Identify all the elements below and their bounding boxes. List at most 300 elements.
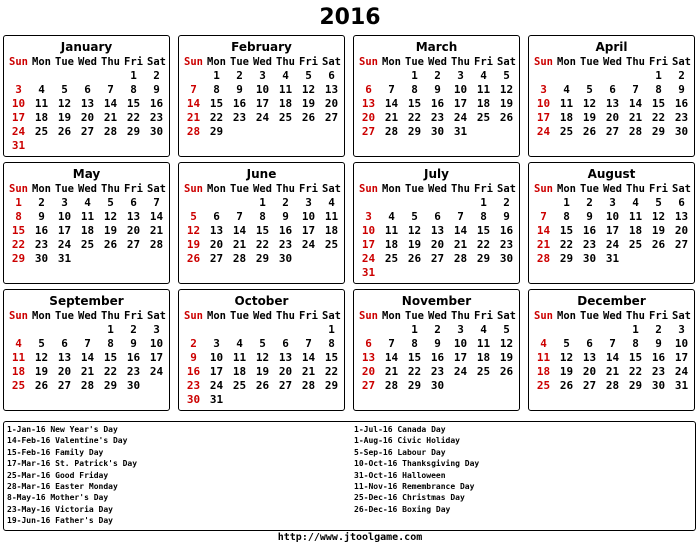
empty-cell: [76, 69, 99, 83]
day-cell: 18: [80, 224, 95, 237]
weekday-label: Sat: [497, 310, 516, 322]
day-cell: 31: [361, 266, 376, 279]
day-cell: 8: [107, 337, 114, 350]
day-cell: 13: [126, 210, 141, 223]
day-cell: 8: [328, 337, 335, 350]
empty-cell: [320, 125, 343, 139]
day-cell: 2: [190, 337, 197, 350]
day-cell: 4: [632, 196, 639, 209]
holiday-item: 1-Jul-16 Canada Day: [354, 425, 446, 434]
week-row: [182, 337, 343, 351]
day-cell: 11: [628, 210, 643, 223]
empty-cell: [274, 393, 297, 407]
weekday-label: Wed: [78, 310, 97, 322]
day-cell: 12: [34, 351, 49, 364]
day-cell: 14: [536, 224, 551, 237]
empty-cell: [251, 393, 274, 407]
day-cell: 11: [80, 210, 95, 223]
day-cell: 25: [324, 238, 339, 251]
day-cell: 25: [536, 379, 551, 392]
empty-cell: [578, 323, 601, 337]
day-cell: 3: [540, 83, 547, 96]
day-cell: 27: [57, 379, 72, 392]
weekday-label: Thu: [451, 310, 470, 322]
month-may: [3, 162, 170, 284]
weekday-header: [357, 309, 518, 323]
weekday-label: Wed: [78, 183, 97, 195]
empty-cell: [251, 323, 274, 337]
day-cell: 26: [499, 365, 514, 378]
week-row: [532, 351, 693, 365]
day-cell: 13: [430, 224, 445, 237]
day-cell: 9: [434, 337, 441, 350]
weekday-header: [357, 182, 518, 196]
day-cell: 9: [38, 210, 45, 223]
month-name: March: [415, 40, 458, 54]
weekday-header: [7, 55, 168, 69]
week-row: [532, 210, 693, 224]
day-cell: 5: [411, 210, 418, 223]
month-name: December: [577, 294, 646, 308]
day-cell: 1: [411, 69, 418, 82]
day-cell: 26: [582, 125, 597, 138]
weekday-label: Wed: [428, 183, 447, 195]
day-table: [7, 55, 168, 153]
day-cell: 1: [213, 69, 220, 82]
weekday-label: Sat: [672, 56, 691, 68]
weekday-label: Sun: [534, 183, 553, 195]
day-cell: 7: [457, 210, 464, 223]
empty-cell: [274, 125, 297, 139]
week-row: [182, 379, 343, 393]
month-february: [178, 35, 345, 157]
day-cell: 8: [213, 83, 220, 96]
weekday-label: Sat: [497, 183, 516, 195]
day-cell: 25: [278, 111, 293, 124]
day-cell: 16: [186, 365, 201, 378]
month-name: November: [401, 294, 472, 308]
day-cell: 21: [384, 365, 399, 378]
day-cell: 3: [457, 69, 464, 82]
empty-cell: [472, 266, 495, 280]
day-cell: 19: [407, 238, 422, 251]
empty-cell: [182, 69, 205, 83]
day-cell: 4: [15, 337, 22, 350]
day-cell: 10: [453, 337, 468, 350]
month-name: June: [246, 167, 277, 181]
empty-cell: [403, 266, 426, 280]
day-cell: 2: [586, 196, 593, 209]
empty-cell: [205, 323, 228, 337]
day-cell: 10: [361, 224, 376, 237]
day-cell: 24: [361, 252, 376, 265]
day-cell: 12: [582, 97, 597, 110]
day-cell: 15: [126, 97, 141, 110]
day-cell: 5: [503, 69, 510, 82]
day-cell: 13: [57, 351, 72, 364]
empty-cell: [76, 139, 99, 153]
holiday-item: 28-Mar-16 Easter Monday: [7, 481, 118, 491]
weekday-label: Fri: [649, 56, 668, 68]
day-cell: 28: [232, 252, 247, 265]
day-cell: 27: [324, 111, 339, 124]
empty-cell: [495, 125, 518, 139]
day-cell: 26: [407, 252, 422, 265]
day-cell: 9: [153, 83, 160, 96]
day-cell: 27: [361, 379, 376, 392]
week-row: [532, 337, 693, 351]
day-cell: 26: [499, 111, 514, 124]
day-cell: 19: [499, 97, 514, 110]
weekday-label: Mon: [207, 310, 226, 322]
weekday-label: Fri: [124, 56, 143, 68]
day-cell: 28: [149, 238, 164, 251]
day-cell: 20: [126, 224, 141, 237]
empty-cell: [495, 379, 518, 393]
day-cell: 28: [384, 125, 399, 138]
day-cell: 7: [632, 83, 639, 96]
week-row: [357, 351, 518, 365]
weekday-label: Mon: [32, 183, 51, 195]
empty-cell: [7, 323, 30, 337]
day-cell: 29: [126, 125, 141, 138]
empty-cell: [647, 252, 670, 266]
day-cell: 31: [209, 393, 224, 406]
weekday-label: Tue: [230, 183, 249, 195]
day-cell: 19: [57, 111, 72, 124]
day-cell: 28: [628, 125, 643, 138]
holiday-column-left: [7, 424, 137, 527]
day-cell: 10: [674, 337, 689, 350]
week-row: [182, 69, 343, 83]
day-cell: 6: [213, 210, 220, 223]
day-cell: 23: [651, 365, 666, 378]
day-cell: 12: [57, 97, 72, 110]
day-cell: 14: [186, 97, 201, 110]
week-row: [532, 365, 693, 379]
empty-cell: [624, 252, 647, 266]
day-cell: 4: [563, 83, 570, 96]
day-cell: 30: [278, 252, 293, 265]
day-cell: 24: [605, 238, 620, 251]
empty-cell: [53, 69, 76, 83]
day-cell: 18: [384, 238, 399, 251]
empty-cell: [182, 196, 205, 210]
empty-cell: [30, 323, 53, 337]
week-row: [357, 224, 518, 238]
weekday-label: Wed: [253, 56, 272, 68]
day-cell: 20: [430, 238, 445, 251]
day-cell: 14: [384, 351, 399, 364]
day-cell: 7: [609, 337, 616, 350]
week-row: [7, 69, 168, 83]
day-cell: 14: [232, 224, 247, 237]
empty-cell: [670, 252, 693, 266]
day-cell: 17: [149, 351, 164, 364]
empty-cell: [297, 125, 320, 139]
day-cell: 22: [476, 238, 491, 251]
day-cell: 26: [103, 238, 118, 251]
day-cell: 22: [628, 365, 643, 378]
week-row: [357, 365, 518, 379]
day-cell: 18: [324, 224, 339, 237]
day-cell: 30: [149, 125, 164, 138]
day-cell: 12: [103, 210, 118, 223]
weekday-label: Mon: [382, 310, 401, 322]
day-cell: 23: [674, 111, 689, 124]
day-cell: 19: [559, 365, 574, 378]
week-row: [7, 323, 168, 337]
week-row: [357, 210, 518, 224]
day-cell: 30: [651, 379, 666, 392]
day-cell: 30: [186, 393, 201, 406]
empty-cell: [357, 196, 380, 210]
week-row: [7, 379, 168, 393]
month-name: February: [231, 40, 292, 54]
empty-cell: [380, 323, 403, 337]
day-cell: 16: [582, 224, 597, 237]
day-cell: 14: [605, 351, 620, 364]
week-row: [182, 196, 343, 210]
day-table: [7, 309, 168, 393]
day-cell: 25: [232, 379, 247, 392]
weekday-header: [182, 55, 343, 69]
day-cell: 17: [301, 224, 316, 237]
day-cell: 6: [609, 83, 616, 96]
week-row: [7, 125, 168, 139]
day-cell: 23: [430, 365, 445, 378]
week-row: [532, 224, 693, 238]
weekday-label: Tue: [405, 56, 424, 68]
day-cell: 11: [536, 351, 551, 364]
day-cell: 30: [430, 379, 445, 392]
holiday-item: 31-Oct-16 Halloween: [354, 470, 446, 480]
day-cell: 14: [103, 97, 118, 110]
holiday-item: 14-Feb-16 Valentine's Day: [7, 436, 128, 446]
day-cell: 31: [605, 252, 620, 265]
day-cell: 21: [301, 365, 316, 378]
day-cell: 26: [301, 111, 316, 124]
day-cell: 13: [361, 351, 376, 364]
day-table: [532, 182, 693, 266]
weekday-label: Sat: [322, 56, 341, 68]
empty-cell: [357, 323, 380, 337]
month-name: May: [72, 167, 101, 181]
day-cell: 10: [255, 83, 270, 96]
day-cell: 15: [11, 224, 26, 237]
day-cell: 15: [255, 224, 270, 237]
week-row: [357, 97, 518, 111]
day-cell: 21: [628, 111, 643, 124]
empty-cell: [578, 69, 601, 83]
day-cell: 7: [540, 210, 547, 223]
day-cell: 11: [232, 351, 247, 364]
day-cell: 22: [407, 111, 422, 124]
day-cell: 21: [103, 111, 118, 124]
weekday-label: Thu: [626, 56, 645, 68]
day-cell: 29: [651, 125, 666, 138]
day-cell: 5: [61, 83, 68, 96]
day-cell: 6: [282, 337, 289, 350]
week-row: [7, 365, 168, 379]
day-cell: 10: [57, 210, 72, 223]
day-cell: 12: [255, 351, 270, 364]
day-cell: 6: [328, 69, 335, 82]
weekday-label: Thu: [101, 310, 120, 322]
weekday-label: Sat: [672, 183, 691, 195]
day-cell: 8: [411, 83, 418, 96]
day-cell: 5: [586, 83, 593, 96]
day-cell: 1: [328, 323, 335, 336]
week-row: [182, 125, 343, 139]
weekday-label: Fri: [299, 183, 318, 195]
weekday-label: Sun: [534, 56, 553, 68]
day-cell: 23: [232, 111, 247, 124]
day-cell: 2: [503, 196, 510, 209]
weekday-label: Thu: [101, 56, 120, 68]
day-cell: 27: [582, 379, 597, 392]
day-table: [182, 309, 343, 407]
day-cell: 9: [655, 337, 662, 350]
day-cell: 15: [651, 97, 666, 110]
holiday-item: 19-Jun-16 Father's Day: [7, 516, 113, 526]
day-cell: 18: [232, 365, 247, 378]
week-row: [357, 196, 518, 210]
weekday-label: Sun: [9, 183, 28, 195]
day-cell: 2: [153, 69, 160, 82]
day-cell: 4: [38, 83, 45, 96]
day-cell: 27: [209, 252, 224, 265]
day-cell: 19: [582, 111, 597, 124]
day-cell: 7: [305, 337, 312, 350]
empty-cell: [228, 125, 251, 139]
day-cell: 21: [80, 365, 95, 378]
day-cell: 1: [563, 196, 570, 209]
day-cell: 20: [278, 365, 293, 378]
empty-cell: [145, 379, 168, 393]
weekday-label: Tue: [230, 56, 249, 68]
empty-cell: [380, 196, 403, 210]
weekday-header: [532, 55, 693, 69]
day-cell: 21: [453, 238, 468, 251]
weekday-label: Tue: [580, 183, 599, 195]
day-cell: 3: [305, 196, 312, 209]
weekday-label: Mon: [207, 56, 226, 68]
day-cell: 10: [209, 351, 224, 364]
empty-cell: [403, 196, 426, 210]
day-cell: 21: [232, 238, 247, 251]
empty-cell: [380, 69, 403, 83]
day-cell: 21: [536, 238, 551, 251]
year-title: 2016: [319, 5, 381, 30]
week-row: [7, 238, 168, 252]
weekday-header: [182, 182, 343, 196]
day-cell: 7: [388, 337, 395, 350]
day-cell: 6: [586, 337, 593, 350]
day-cell: 18: [628, 224, 643, 237]
footer-url[interactable]: http://www.jtoolgame.com: [277, 532, 423, 543]
day-cell: 20: [57, 365, 72, 378]
day-cell: 28: [186, 125, 201, 138]
day-cell: 6: [84, 83, 91, 96]
weekday-label: Thu: [276, 310, 295, 322]
day-cell: 13: [674, 210, 689, 223]
day-cell: 24: [453, 365, 468, 378]
day-cell: 25: [11, 379, 26, 392]
day-cell: 4: [480, 69, 487, 82]
day-cell: 31: [57, 252, 72, 265]
day-cell: 23: [499, 238, 514, 251]
holiday-item: 5-Sep-16 Labour Day: [354, 447, 446, 457]
day-cell: 24: [57, 238, 72, 251]
month-october: [178, 289, 345, 411]
weekday-label: Fri: [474, 310, 493, 322]
weekday-label: Thu: [451, 183, 470, 195]
day-cell: 9: [282, 210, 289, 223]
day-cell: 9: [130, 337, 137, 350]
day-cell: 25: [628, 238, 643, 251]
weekday-label: Thu: [276, 56, 295, 68]
day-cell: 16: [430, 97, 445, 110]
day-cell: 5: [107, 196, 114, 209]
day-cell: 28: [80, 379, 95, 392]
weekday-header: [532, 309, 693, 323]
holiday-list: [3, 421, 696, 531]
day-cell: 12: [499, 83, 514, 96]
holiday-column-right: [354, 424, 479, 515]
day-cell: 6: [365, 83, 372, 96]
day-cell: 2: [434, 323, 441, 336]
day-cell: 20: [361, 111, 376, 124]
day-cell: 11: [278, 83, 293, 96]
empty-cell: [297, 393, 320, 407]
day-cell: 7: [153, 196, 160, 209]
day-cell: 27: [361, 125, 376, 138]
day-cell: 21: [605, 365, 620, 378]
empty-cell: [426, 196, 449, 210]
empty-cell: [30, 69, 53, 83]
weekday-label: Tue: [55, 310, 74, 322]
day-cell: 27: [126, 238, 141, 251]
weekday-header: [532, 182, 693, 196]
day-cell: 13: [278, 351, 293, 364]
day-cell: 15: [559, 224, 574, 237]
month-april: [528, 35, 695, 157]
day-cell: 14: [453, 224, 468, 237]
weekday-label: Wed: [253, 183, 272, 195]
weekday-label: Sat: [147, 310, 166, 322]
weekday-header: [357, 55, 518, 69]
day-cell: 10: [536, 97, 551, 110]
day-cell: 9: [586, 210, 593, 223]
day-cell: 15: [324, 351, 339, 364]
weekday-label: Fri: [474, 183, 493, 195]
day-cell: 4: [480, 323, 487, 336]
day-table: [357, 309, 518, 393]
day-cell: 20: [80, 111, 95, 124]
day-cell: 16: [430, 351, 445, 364]
weekday-label: Wed: [428, 56, 447, 68]
day-cell: 3: [213, 337, 220, 350]
day-cell: 29: [407, 125, 422, 138]
day-cell: 24: [301, 238, 316, 251]
day-cell: 17: [536, 111, 551, 124]
day-cell: 1: [130, 69, 137, 82]
day-cell: 23: [582, 238, 597, 251]
empty-cell: [145, 252, 168, 266]
week-row: [7, 351, 168, 365]
day-cell: 26: [255, 379, 270, 392]
